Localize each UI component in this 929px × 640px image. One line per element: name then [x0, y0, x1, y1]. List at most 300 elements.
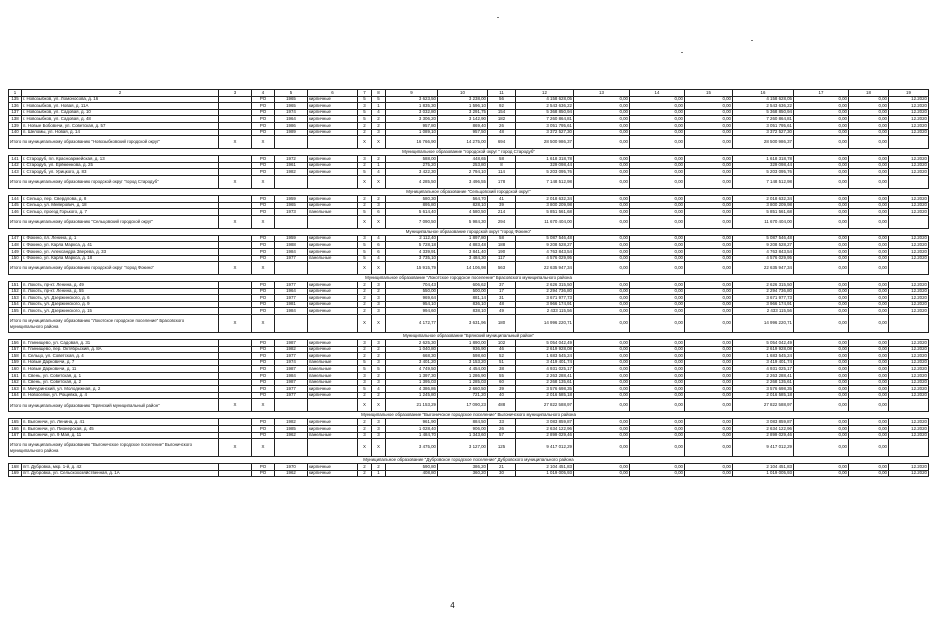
table-cell: 895,80 [386, 202, 438, 209]
table-cell: 0,00 [849, 195, 889, 202]
table-row [9, 116, 929, 123]
table-cell: 0,00 [574, 242, 630, 249]
total-value: 0,00 [849, 215, 889, 228]
table-cell: п. Локоть, ул. Дзержинского, д. 9 [22, 301, 219, 308]
table-cell: 936,90 [438, 346, 488, 353]
table-cell: 12.2020 [889, 295, 929, 302]
table-cell: 12.2020 [889, 346, 929, 353]
table-cell: г. Сельцо, проезд Горького, д. 7 [22, 209, 219, 216]
table-cell: 38 [488, 366, 516, 373]
table-cell: 2 [358, 195, 372, 202]
table-cell: п. Выгоничи, ул. Пионерская, д. 45 [22, 426, 219, 433]
table-cell: 0,00 [794, 195, 849, 202]
table-cell: кирпичные [308, 195, 358, 202]
table-cell: 2 433 115,56 [733, 308, 794, 315]
total-cell [889, 175, 929, 188]
table-cell: 0,00 [849, 295, 889, 302]
table-cell: 0,00 [794, 169, 849, 176]
table-cell: 114 [488, 169, 516, 176]
table-cell: РО [252, 419, 275, 426]
table-cell: п. Новые Дарковичи, д. 7 [22, 359, 219, 366]
table-cell: кирпичные [308, 242, 358, 249]
total-cell [889, 262, 929, 275]
table-cell: 12.2020 [889, 195, 929, 202]
table-cell: 3 800 209,98 [733, 202, 794, 209]
table-cell: 0,00 [630, 282, 685, 289]
table-cell: г. Стародуб, ул. Урицкого, д. 83 [22, 169, 219, 176]
table-cell: кирпичные [308, 295, 358, 302]
table-cell: 12.2020 [889, 235, 929, 242]
total-x-mark: Х [219, 262, 252, 275]
table-cell: РО [252, 470, 275, 477]
total-value: 0,00 [574, 315, 630, 333]
table-row [9, 346, 929, 353]
total-value: 14 996 220,71 [733, 315, 794, 333]
table-cell: 1977 [275, 392, 308, 399]
table-cell: 2 [358, 202, 372, 209]
total-value: 21 153,29 [386, 399, 438, 412]
table-cell: 159 [9, 359, 22, 366]
section-title: Муниципальное образование "Выгоничское городское поселение" Выгоничского муниципального района [9, 412, 929, 419]
table-cell [219, 282, 252, 289]
table-cell: п. Новые Дарковичи, д. 11 [22, 366, 219, 373]
total-cell [889, 136, 929, 149]
table-cell: 3 [372, 301, 386, 308]
total-value: 0,00 [685, 262, 733, 275]
table-cell: РО [252, 386, 275, 393]
table-cell: кирпичные [308, 301, 358, 308]
table-cell: 136 [9, 103, 22, 110]
table-cell: 0,00 [849, 301, 889, 308]
table-cell: 5 203 095,76 [733, 169, 794, 176]
table-cell: 4 158 628,05 [733, 96, 794, 103]
table-cell: 1 683 545,24 [733, 353, 794, 360]
table-cell: 1988 [275, 242, 308, 249]
total-x-mark: Х [252, 262, 275, 275]
table-cell: г. Сельцо, ул. Мейерович, д. 18 [22, 202, 219, 209]
table-cell: 0,00 [574, 379, 630, 386]
table-cell: г. Новозыбков, ул. Садовая, д. 48 [22, 116, 219, 123]
table-row [9, 248, 929, 255]
total-cell [308, 315, 358, 333]
table-cell: 0,00 [574, 202, 630, 209]
table-cell: 2 899 029,46 [516, 432, 574, 439]
table-cell: 182 [488, 116, 516, 123]
table-cell: кирпичные [308, 386, 358, 393]
table-cell [219, 295, 252, 302]
total-x-mark: Х [372, 262, 386, 275]
table-cell: 6 [372, 248, 386, 255]
table-cell: 33 [488, 419, 516, 426]
table-cell: 166 [9, 426, 22, 433]
table-row [9, 96, 929, 103]
table-cell: 2 [358, 129, 372, 136]
table-cell: 0,00 [685, 96, 733, 103]
table-cell: 2 543 636,22 [733, 103, 794, 110]
table-cell: 2 [358, 162, 372, 169]
table-cell: 0,00 [849, 340, 889, 347]
table-cell: 0,00 [630, 195, 685, 202]
table-cell: 0,00 [574, 156, 630, 163]
total-value: 14 106,98 [438, 262, 488, 275]
table-cell: 26 [488, 122, 516, 129]
total-value: 9 417 012,29 [516, 439, 574, 457]
total-x-mark: Х [358, 315, 372, 333]
table-cell: 1965 [275, 103, 308, 110]
table-cell: кирпичные [308, 96, 358, 103]
table-cell: 40 [488, 392, 516, 399]
table-cell: кирпичные [308, 470, 358, 477]
table-cell: 12.2020 [889, 109, 929, 116]
table-cell: 0,00 [630, 255, 685, 262]
total-value: 11 670 404,00 [516, 215, 574, 228]
table-cell: 145 [9, 202, 22, 209]
table-cell: 408,80 [386, 470, 438, 477]
table-cell: 0,00 [574, 195, 630, 202]
table-cell: 0,00 [574, 353, 630, 360]
table-cell: п. Выгоничи, ул. Ленина, д. 41 [22, 419, 219, 426]
table-cell: 2 899 029,46 [733, 432, 794, 439]
table-cell: 48 [488, 301, 516, 308]
table-cell: 0,00 [685, 162, 733, 169]
table-cell: 0,00 [685, 470, 733, 477]
table-cell [219, 386, 252, 393]
table-cell: 0,00 [794, 346, 849, 353]
table-cell: 148 [9, 242, 22, 249]
table-cell: 0,00 [794, 419, 849, 426]
table-cell: 5 087 546,48 [516, 235, 574, 242]
total-value: 0,00 [794, 315, 849, 333]
table-cell: 0,00 [849, 470, 889, 477]
table-cell [219, 301, 252, 308]
table-row [9, 392, 929, 399]
table-row [9, 432, 929, 439]
table-cell: 0,00 [574, 255, 630, 262]
table-cell: 0,00 [574, 235, 630, 242]
table-cell: г. Новозыбков, ул. Садовая, д. 10 [22, 109, 219, 116]
total-value: 7 148 512,98 [733, 175, 794, 188]
table-cell: 0,00 [685, 346, 733, 353]
table-cell: 0,00 [794, 109, 849, 116]
table-cell: 1964 [275, 288, 308, 295]
table-cell: 0,00 [574, 248, 630, 255]
table-cell: 0,00 [630, 202, 685, 209]
total-x-mark: Х [372, 315, 386, 333]
table-cell: 3 032,80 [386, 109, 438, 116]
table-cell: 1 019 005,93 [516, 470, 574, 477]
table-cell: 0,00 [574, 340, 630, 347]
table-cell: 2 018 632,34 [516, 195, 574, 202]
table-cell: 0,00 [849, 116, 889, 123]
total-x-mark: Х [358, 175, 372, 188]
table-cell: панельные [308, 359, 358, 366]
table-cell: 0,00 [794, 129, 849, 136]
table-cell: 1 343,60 [438, 432, 488, 439]
table-cell: 0,00 [685, 308, 733, 315]
table-cell: РО [252, 288, 275, 295]
table-cell: 1974 [275, 359, 308, 366]
table-cell: 0,00 [849, 419, 889, 426]
section-title: Муниципальное образование "Дубровское городское поселение" Дубровского муниципального района [9, 457, 929, 464]
total-row [9, 439, 929, 457]
table-cell: 0,00 [794, 366, 849, 373]
table-cell: 2 [372, 353, 386, 360]
table-cell: 5 087 546,48 [733, 235, 794, 242]
table-cell: 58 [488, 235, 516, 242]
table-cell: 5 [358, 359, 372, 366]
table-cell: 2 016 585,18 [733, 392, 794, 399]
table-cell: кирпичные [308, 353, 358, 360]
table-cell: 588,00 [386, 156, 438, 163]
table-cell: 1982 [275, 419, 308, 426]
table-cell: 155 [9, 308, 22, 315]
table-cell: 5 [358, 366, 372, 373]
table-cell: 0,00 [685, 235, 733, 242]
table-cell: 0,00 [574, 96, 630, 103]
table-cell: 5 851 561,68 [516, 209, 574, 216]
table-cell: 0,00 [849, 426, 889, 433]
total-x-mark: Х [252, 215, 275, 228]
table-cell: 0,00 [574, 116, 630, 123]
table-cell: 162 [9, 379, 22, 386]
table-cell: 2 294 736,80 [733, 288, 794, 295]
table-cell: 12.2020 [889, 470, 929, 477]
table-cell: п. Новые Бобовичи, ул. Советская, д. 57 [22, 122, 219, 129]
table-cell: 5 [358, 248, 372, 255]
table-cell: 0,00 [685, 379, 733, 386]
table-cell [219, 116, 252, 123]
total-cell [889, 439, 929, 457]
table-cell: п. Свень, ул. Советская, д. 1 [22, 373, 219, 380]
table-cell: 0,00 [574, 122, 630, 129]
table-cell: кирпичные [308, 288, 358, 295]
table-cell: 0,00 [630, 373, 685, 380]
table-cell: 1 [372, 103, 386, 110]
table-row [9, 109, 929, 116]
table-cell: 1987 [275, 379, 308, 386]
table-cell: 4 [372, 109, 386, 116]
scan-speck [497, 17, 499, 18]
table-cell: 2 [372, 288, 386, 295]
table-cell: 55 [488, 373, 516, 380]
column-header: 15 [685, 90, 733, 97]
table-cell: 0,00 [685, 282, 733, 289]
table-cell: пгт. Дубровка, мкр. 1-й, д. 42 [22, 464, 219, 471]
total-value: 0,00 [574, 439, 630, 457]
total-value: 0,00 [685, 175, 733, 188]
table-cell: 0,00 [849, 129, 889, 136]
table-cell: 2 660,50 [438, 386, 488, 393]
table-cell: кирпичные [308, 109, 358, 116]
table-cell: 12.2020 [889, 255, 929, 262]
table-cell: 56 [488, 96, 516, 103]
table-cell: 4 454,00 [438, 366, 488, 373]
table-cell [219, 129, 252, 136]
table-cell: 6 [372, 209, 386, 216]
table-cell: 46 [488, 346, 516, 353]
table-cell: 329 098,44 [516, 162, 574, 169]
table-cell: панельные [308, 366, 358, 373]
table-cell: 0,00 [849, 235, 889, 242]
table-row [9, 426, 929, 433]
section-title: Муниципальное образование "городской округ " город Стародуб" [9, 149, 929, 156]
table-cell: 5 851 561,68 [733, 209, 794, 216]
table-cell [219, 366, 252, 373]
table-cell: 3 [372, 432, 386, 439]
table-cell: 3 051 795,61 [733, 122, 794, 129]
table-cell: 139 [9, 122, 22, 129]
total-cell [889, 315, 929, 333]
table-cell: п. Локоть, пр-кт. Ленина, д. 49 [22, 282, 219, 289]
table-cell: 838,10 [438, 308, 488, 315]
table-cell: 0,00 [630, 340, 685, 347]
table-cell: 92 [488, 103, 516, 110]
table-cell: 0,00 [849, 202, 889, 209]
column-header: 19 [889, 90, 929, 97]
table-cell: 2 [358, 353, 372, 360]
table-cell: кирпичные [308, 464, 358, 471]
table-cell: 31 [488, 295, 516, 302]
table-cell: РО [252, 353, 275, 360]
table-cell: панельные [308, 379, 358, 386]
table-cell [219, 392, 252, 399]
table-cell: 1 835,30 [386, 103, 438, 110]
column-header: 10 [438, 90, 488, 97]
table-cell: 0,00 [685, 122, 733, 129]
table-cell: 6 [372, 242, 386, 249]
table-cell: 0,00 [849, 353, 889, 360]
table-row [9, 162, 929, 169]
table-cell: 3 623,50 [386, 96, 438, 103]
table-cell: 3 401,20 [386, 359, 438, 366]
table-cell: 190 [488, 248, 516, 255]
total-value: 0,00 [685, 215, 733, 228]
total-value: 0,00 [794, 262, 849, 275]
table-cell [219, 122, 252, 129]
table-cell: 0,00 [630, 426, 685, 433]
total-x-mark: Х [252, 439, 275, 457]
total-value: 0,00 [630, 315, 685, 333]
table-row [9, 419, 929, 426]
table-cell: 3 [358, 379, 372, 386]
table-cell: 3 484,30 [438, 255, 488, 262]
table-cell: 1977 [275, 353, 308, 360]
table-cell: 3 142,90 [438, 116, 488, 123]
table-cell: 5 [358, 109, 372, 116]
table-cell: 60 [488, 379, 516, 386]
table-cell: 253,80 [438, 162, 488, 169]
table-cell: 0,00 [630, 419, 685, 426]
table-cell: 0,00 [574, 419, 630, 426]
total-value: 0,00 [630, 215, 685, 228]
total-row [9, 262, 929, 275]
total-label: Итого по муниципальному образованию "Сельцовский городской округ" [9, 215, 219, 228]
table-cell: кирпичные [308, 419, 358, 426]
table-row [9, 340, 929, 347]
table-cell: 0,00 [794, 432, 849, 439]
table-cell: кирпичные [308, 248, 358, 255]
table-cell: 2 794,10 [438, 169, 488, 176]
total-value: 0,00 [794, 136, 849, 149]
table-cell: 0,00 [630, 353, 685, 360]
table-cell: 1964 [275, 116, 308, 123]
total-value: 0,00 [630, 136, 685, 149]
table-cell: 3 966 174,91 [733, 301, 794, 308]
table-cell: 2 [358, 295, 372, 302]
table-cell: 0,00 [574, 109, 630, 116]
table-cell: РО [252, 116, 275, 123]
table-cell: 12.2020 [889, 353, 929, 360]
section-row [9, 188, 929, 195]
table-cell: 153 [9, 295, 22, 302]
table-cell: 49 [488, 308, 516, 315]
table-cell: 2 626 315,50 [733, 282, 794, 289]
table-cell [219, 242, 252, 249]
table-row [9, 122, 929, 129]
table-cell: РО [252, 129, 275, 136]
table-cell: 3 [372, 129, 386, 136]
total-value: 3 127,00 [438, 439, 488, 457]
table-cell: 3 306,20 [386, 116, 438, 123]
table-cell: 0,00 [849, 162, 889, 169]
table-cell: РО [252, 464, 275, 471]
total-value: 28 500 986,37 [516, 136, 574, 149]
column-header: 5 [275, 90, 308, 97]
scan-speck [751, 40, 753, 41]
table-cell: РО [252, 242, 275, 249]
table-cell: 0,00 [574, 301, 630, 308]
total-value: 694 [488, 136, 516, 149]
table-cell: 0,00 [794, 295, 849, 302]
table-cell: 0,00 [794, 202, 849, 209]
table-cell: 0,00 [849, 109, 889, 116]
table-cell: 0,00 [849, 359, 889, 366]
total-value: 27 822 588,97 [516, 399, 574, 412]
table-cell: 0,00 [630, 156, 685, 163]
table-cell: 0,00 [685, 169, 733, 176]
table-cell: 0,00 [685, 288, 733, 295]
table-cell: 2 626 315,50 [516, 282, 574, 289]
table-cell: 0,00 [849, 282, 889, 289]
table-cell: 2 [372, 195, 386, 202]
table-cell: 3 800 209,98 [516, 202, 574, 209]
table-cell: кирпичные [308, 103, 358, 110]
table-cell: 5 614,40 [386, 209, 438, 216]
table-cell: 0,00 [685, 295, 733, 302]
table-cell: 0,00 [685, 202, 733, 209]
table-cell: 52 [488, 353, 516, 360]
table-cell: 3 291,75 [438, 109, 488, 116]
table-cell: 0,00 [849, 242, 889, 249]
table-cell: 0,00 [574, 169, 630, 176]
total-cell [275, 175, 308, 188]
table-cell [219, 464, 252, 471]
section-row [9, 457, 929, 464]
table-cell: 0,00 [574, 386, 630, 393]
table-cell: 4 763 843,54 [516, 248, 574, 255]
total-value: 4 172,77 [386, 315, 438, 333]
table-cell: 0,00 [630, 432, 685, 439]
table-cell: 1974 [275, 109, 308, 116]
table-cell: 12.2020 [889, 129, 929, 136]
table-cell: 2 625,30 [386, 340, 438, 347]
table-cell: 1984 [275, 308, 308, 315]
table-cell: 0,00 [794, 426, 849, 433]
total-cell [308, 136, 358, 149]
table-cell: 0,00 [794, 282, 849, 289]
table-cell: п. Локоть, ул. Дзержинского, д. 15 [22, 308, 219, 315]
table-cell: 1 397,30 [386, 373, 438, 380]
